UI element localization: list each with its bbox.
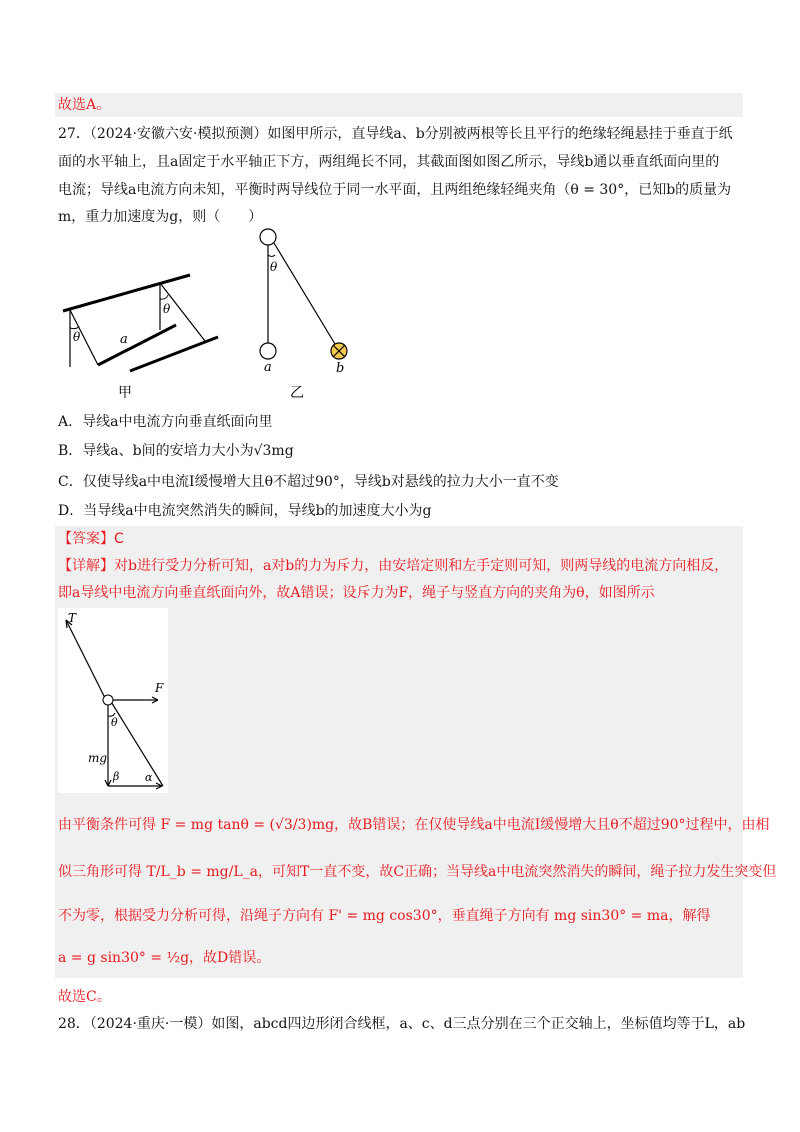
answer-tag: 【答案】C xyxy=(58,531,124,547)
yi-theta: θ xyxy=(270,260,278,274)
fd-label-alpha: α xyxy=(145,771,153,784)
jia-caption: 甲 xyxy=(118,385,132,401)
yi-label-a: a xyxy=(264,360,272,375)
after-line-2: 似三角形可得 T/L_b = mg/L_a，可知T一直不变，故C正确；当导线a中电流突然消失的瞬间，绳子拉力发生突变但 xyxy=(58,864,777,880)
jia-label-a: a xyxy=(120,332,128,347)
figure-jia xyxy=(58,255,238,435)
after-line-4: a = g sin30° = ½g，故D错误。 xyxy=(58,950,271,966)
fd-label-T: T xyxy=(68,611,77,625)
yi-caption: 乙 xyxy=(290,385,304,401)
q27-line-3: 电流；导线a电流方向未知，平衡时两导线位于同一水平面，且两组绝缘轻绳夹角（θ = 30°，已知b的质量为 xyxy=(58,182,732,198)
q27-line-2: 面的水平轴上，且a固定于水平轴正下方，两组绳长不同，其截面图如图乙所示，导线b通以垂直纸面向里的 xyxy=(58,154,720,170)
option-a: A．导线a中电流方向垂直纸面向里 xyxy=(58,414,273,430)
after-line-3: 不为零，根据受力分析可得，沿绳子方向有 F' = mg cos30°，垂直绳子方向有 mg sin30° = ma，解得 xyxy=(58,908,711,924)
option-b: B．导线a、b间的安培力大小为√3mg xyxy=(58,443,294,459)
fd-label-beta: β xyxy=(113,770,120,783)
jia-theta-1: θ xyxy=(73,330,81,344)
after-line-1: 由平衡条件可得 F = mg tanθ = (√3/3)mg，故B错误；在仅使导线a中电流I缓慢增大且θ不超过90°过程中，由相 xyxy=(58,817,770,833)
q27-line-1: 27．（2024·安徽六安·模拟预测）如图甲所示，直导线a、b分别被两根等长且平行的绝缘轻绳悬挂于垂直于纸 xyxy=(58,126,733,142)
fd-label-F: F xyxy=(155,681,164,695)
fd-label-mg: mg xyxy=(88,751,108,765)
q28-line-1: 28．（2024·重庆·一模）如图，abcd四边形闭合线框，a、c、d三点分别在三个正交轴上，坐标值均等于L，ab xyxy=(58,1016,746,1032)
option-d: D．当导线a中电流突然消失的瞬间，导线b的加速度大小为g xyxy=(58,503,432,519)
detail-tag: 【详解】 xyxy=(58,558,114,574)
q27-line-4: m，重力加速度为g，则（ ） xyxy=(58,209,263,225)
fd-label-theta: θ xyxy=(111,716,118,729)
force-diagram xyxy=(58,608,168,793)
option-c: C．仅使导线a中电流I缓慢增大且θ不超过90°，导线b对悬线的拉力大小一直不变 xyxy=(58,474,559,490)
jia-theta-2: θ xyxy=(163,302,171,316)
detail-line-2: 即a导线中电流方向垂直纸面向外，故A错误；设斥力为F，绳子与竖直方向的夹角为θ，如图所示 xyxy=(58,585,655,601)
detail-text-1: 对b进行受力分析可知，a对b的力为斥力，由安培定则和左手定则可知，则两导线的电流方向相反， xyxy=(114,558,729,574)
yi-label-b: b xyxy=(336,361,345,376)
detail-line-1 xyxy=(58,556,728,576)
figure-yi xyxy=(253,225,363,405)
prev-answer-band xyxy=(55,93,743,117)
prev-answer: 故选A。 xyxy=(58,97,111,113)
conclusion: 故选C。 xyxy=(58,989,111,1005)
